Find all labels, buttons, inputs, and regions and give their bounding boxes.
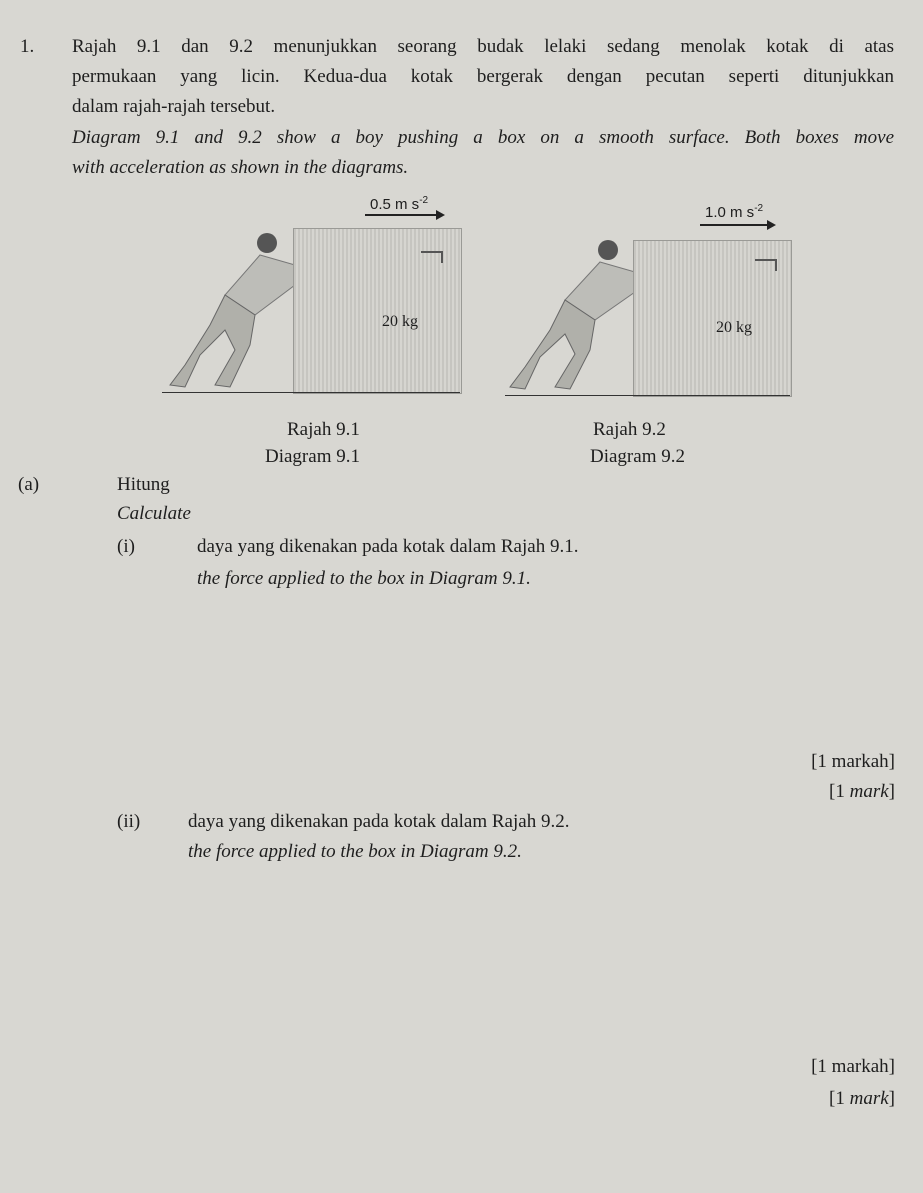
subpart-ii-marks-malay: [1 markah] — [811, 1056, 895, 1077]
box — [293, 228, 462, 394]
mass-label: 20 kg — [382, 313, 418, 330]
question-number: 1. — [20, 36, 35, 57]
caption-diagram: Diagram 9.1 — [265, 446, 360, 467]
part-a-instruction-english: Calculate — [117, 503, 191, 524]
caption-diagram: Diagram 9.2 — [590, 446, 685, 467]
question-text-malay-3: dalam rajah-rajah tersebut. — [72, 96, 276, 117]
caption-rajah: Rajah 9.1 — [287, 419, 360, 440]
floor-line — [505, 395, 790, 396]
question-text-malay-2: permukaan yang licin. Kedua-dua kotak bergerak dengan pecutan seperti ditunjukkan — [72, 66, 894, 87]
acceleration-label: 0.5 m $s^{-2}$ — [370, 195, 429, 213]
part-a-instruction-malay: Hitung — [117, 474, 170, 495]
boy-pushing-figure — [155, 225, 305, 395]
acceleration-label: 1.0 m $s^{-2}$ — [705, 203, 764, 221]
subpart-ii-malay: daya yang dikenakan pada kotak dalam Rajah 9.2. — [188, 811, 570, 832]
question-text-english-1: Diagram 9.1 and 9.2 show a boy pushing a box on a smooth surface. Both boxes move — [72, 127, 894, 148]
question-text-malay-1: Rajah 9.1 dan 9.2 menunjukkan seorang budak lelaki sedang menolak kotak di atas — [72, 36, 894, 57]
box-handle — [755, 259, 777, 271]
floor-line — [162, 392, 460, 393]
acceleration-arrow — [365, 214, 443, 216]
subpart-i-marks-malay: [1 markah] — [811, 751, 895, 772]
mass-label: 20 kg — [716, 319, 752, 336]
box-handle — [421, 251, 443, 263]
subpart-i-english: the force applied to the box in Diagram 9.1. — [197, 568, 531, 589]
subpart-ii-marks-english: [1 mark] — [829, 1088, 895, 1109]
subpart-i-marks-english: [1 mark] — [829, 781, 895, 802]
question-text-english-2: with acceleration as shown in the diagrams. — [72, 157, 409, 178]
part-a-label: (a) — [18, 474, 40, 495]
subpart-ii-label: (ii) — [117, 811, 141, 832]
subpart-i-label: (i) — [117, 536, 135, 557]
subpart-i-malay: daya yang dikenakan pada kotak dalam Rajah 9.1. — [197, 536, 579, 557]
caption-rajah: Rajah 9.2 — [593, 419, 666, 440]
boy-pushing-figure — [500, 232, 645, 397]
box — [633, 240, 792, 397]
subpart-ii-english: the force applied to the box in Diagram 9.2. — [188, 841, 522, 862]
acceleration-arrow — [700, 224, 774, 226]
